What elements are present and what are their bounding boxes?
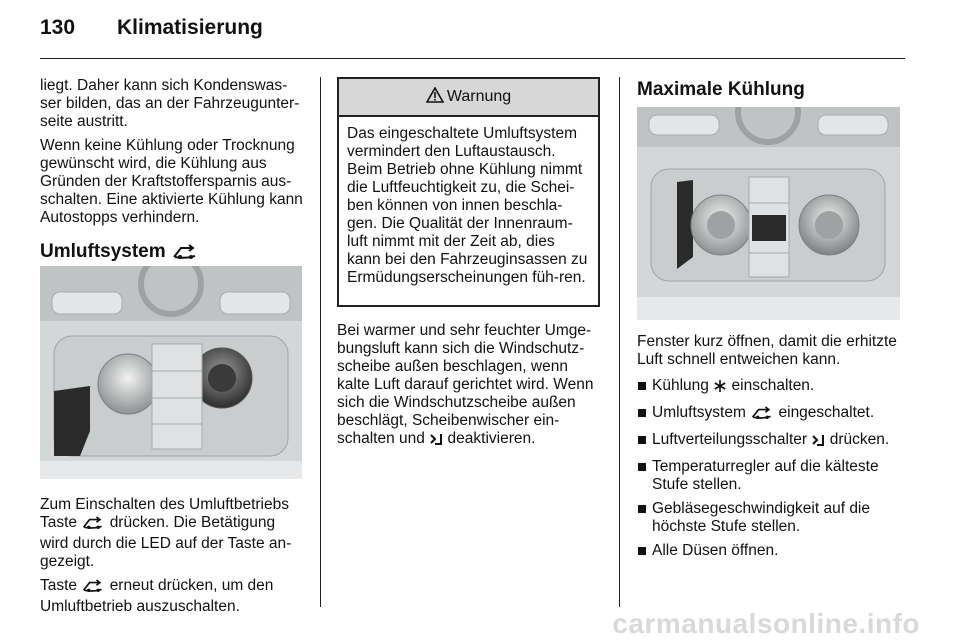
caption-text: drücken. Die Betätigung wird durch die LED auf der Taste an-gezeigt. [40,514,292,570]
heading-text: Umluftsystem [40,241,166,262]
list-item-text: Temperaturregler auf die kälteste Stufe stellen. [652,458,879,493]
list-item-text: Umluftsystem [652,404,746,421]
caption [40,496,305,571]
list-item-text: eingeschaltet. [778,404,875,421]
list-item-text: Kühlung [652,377,709,394]
page-number: 130 [40,16,76,39]
bullet-list [637,377,907,560]
warning-triangle-icon [426,87,444,108]
paragraph [337,322,603,451]
list-item [637,431,907,452]
page-title: Klimatisierung [117,16,263,39]
warning-box [337,77,600,307]
paragraph: liegt. Daher kann sich Kondenswas-ser bilden, das an der Fahrzeugunter-seite austritt. [40,77,300,130]
list-item-text: Gebläsegeschwindigkeit auf die höchste Stufe stellen. [652,500,870,535]
list-item [637,500,907,536]
header-rule [40,58,905,59]
column-right [637,79,907,101]
list-item [637,377,907,398]
recirculation-icon [750,406,774,425]
paragraph: Fenster kurz öffnen, damit die erhitzte Luft schnell entweichen kann. [637,333,897,368]
warning-header [339,79,598,117]
air-distribution-icon [811,433,825,452]
max-cooling-panel-photo [637,107,900,320]
recirculation-icon [171,244,199,266]
list-item-text: Luftverteilungsschalter [652,431,808,448]
column-divider [619,77,620,607]
recirculation-panel-photo [40,266,302,479]
paragraph: Wenn keine Kühlung oder Trocknung gewünscht wird, die Kühlung aus Gründen der Kraftstoffersparnis aus-schalten. Eine aktivierte Kühlung kann Autostopps verhindern. [40,137,303,226]
section-heading: Maximale Kühlung [637,79,805,100]
list-item-text: einschalten. [731,377,815,394]
list-item [637,542,907,560]
caption-text: Taste [40,577,78,594]
list-item [637,458,907,494]
section-heading [40,241,305,266]
paragraph-text: Bei warmer und sehr feuchter Umge-bungsluft kann sich die Windschutz-scheibe außen beschlagen, wenn kalte Luft darauf gerichtet wird. Wenn sich die Windschutzscheibe außen beschlägt, Scheibenwischer ein-schalten und [337,322,594,447]
watermark: carmanualsonline.info [612,608,920,639]
list-item [637,404,907,425]
snowflake-icon [713,379,727,398]
warning-text: Das eingeschaltete Umluftsystem vermindert den Luftaustausch. Beim Betrieb ohne Kühlung nimmt die Luftfeuchtigkeit zu, die Schei-ben können von innen beschla-gen. Die Qualität der Innenraum-luft nimmt mit der Zeit ab, dies kann bei den Fahrzeuginsassen zu Ermüdungserscheinungen füh-ren. [347,125,588,286]
list-item-text: Alle Düsen öffnen. [652,542,779,559]
column-middle [337,322,603,457]
recirculation-icon [81,516,105,535]
column-left [40,77,305,266]
caption-text: Zum Einschalten des Umluftbetriebs Taste [40,496,289,531]
warning-title: Warnung [446,88,512,105]
caption-text: erneut drücken, um den Umluftbetrieb auszuschalten. [40,577,274,615]
air-distribution-icon [429,432,443,451]
paragraph-text: deaktivieren. [447,430,536,447]
caption [40,577,305,616]
list-item-text: drücken. [829,431,890,448]
recirculation-icon [81,579,105,598]
column-divider [320,77,321,607]
column-right-text [637,333,907,566]
column-left-captions [40,496,305,622]
